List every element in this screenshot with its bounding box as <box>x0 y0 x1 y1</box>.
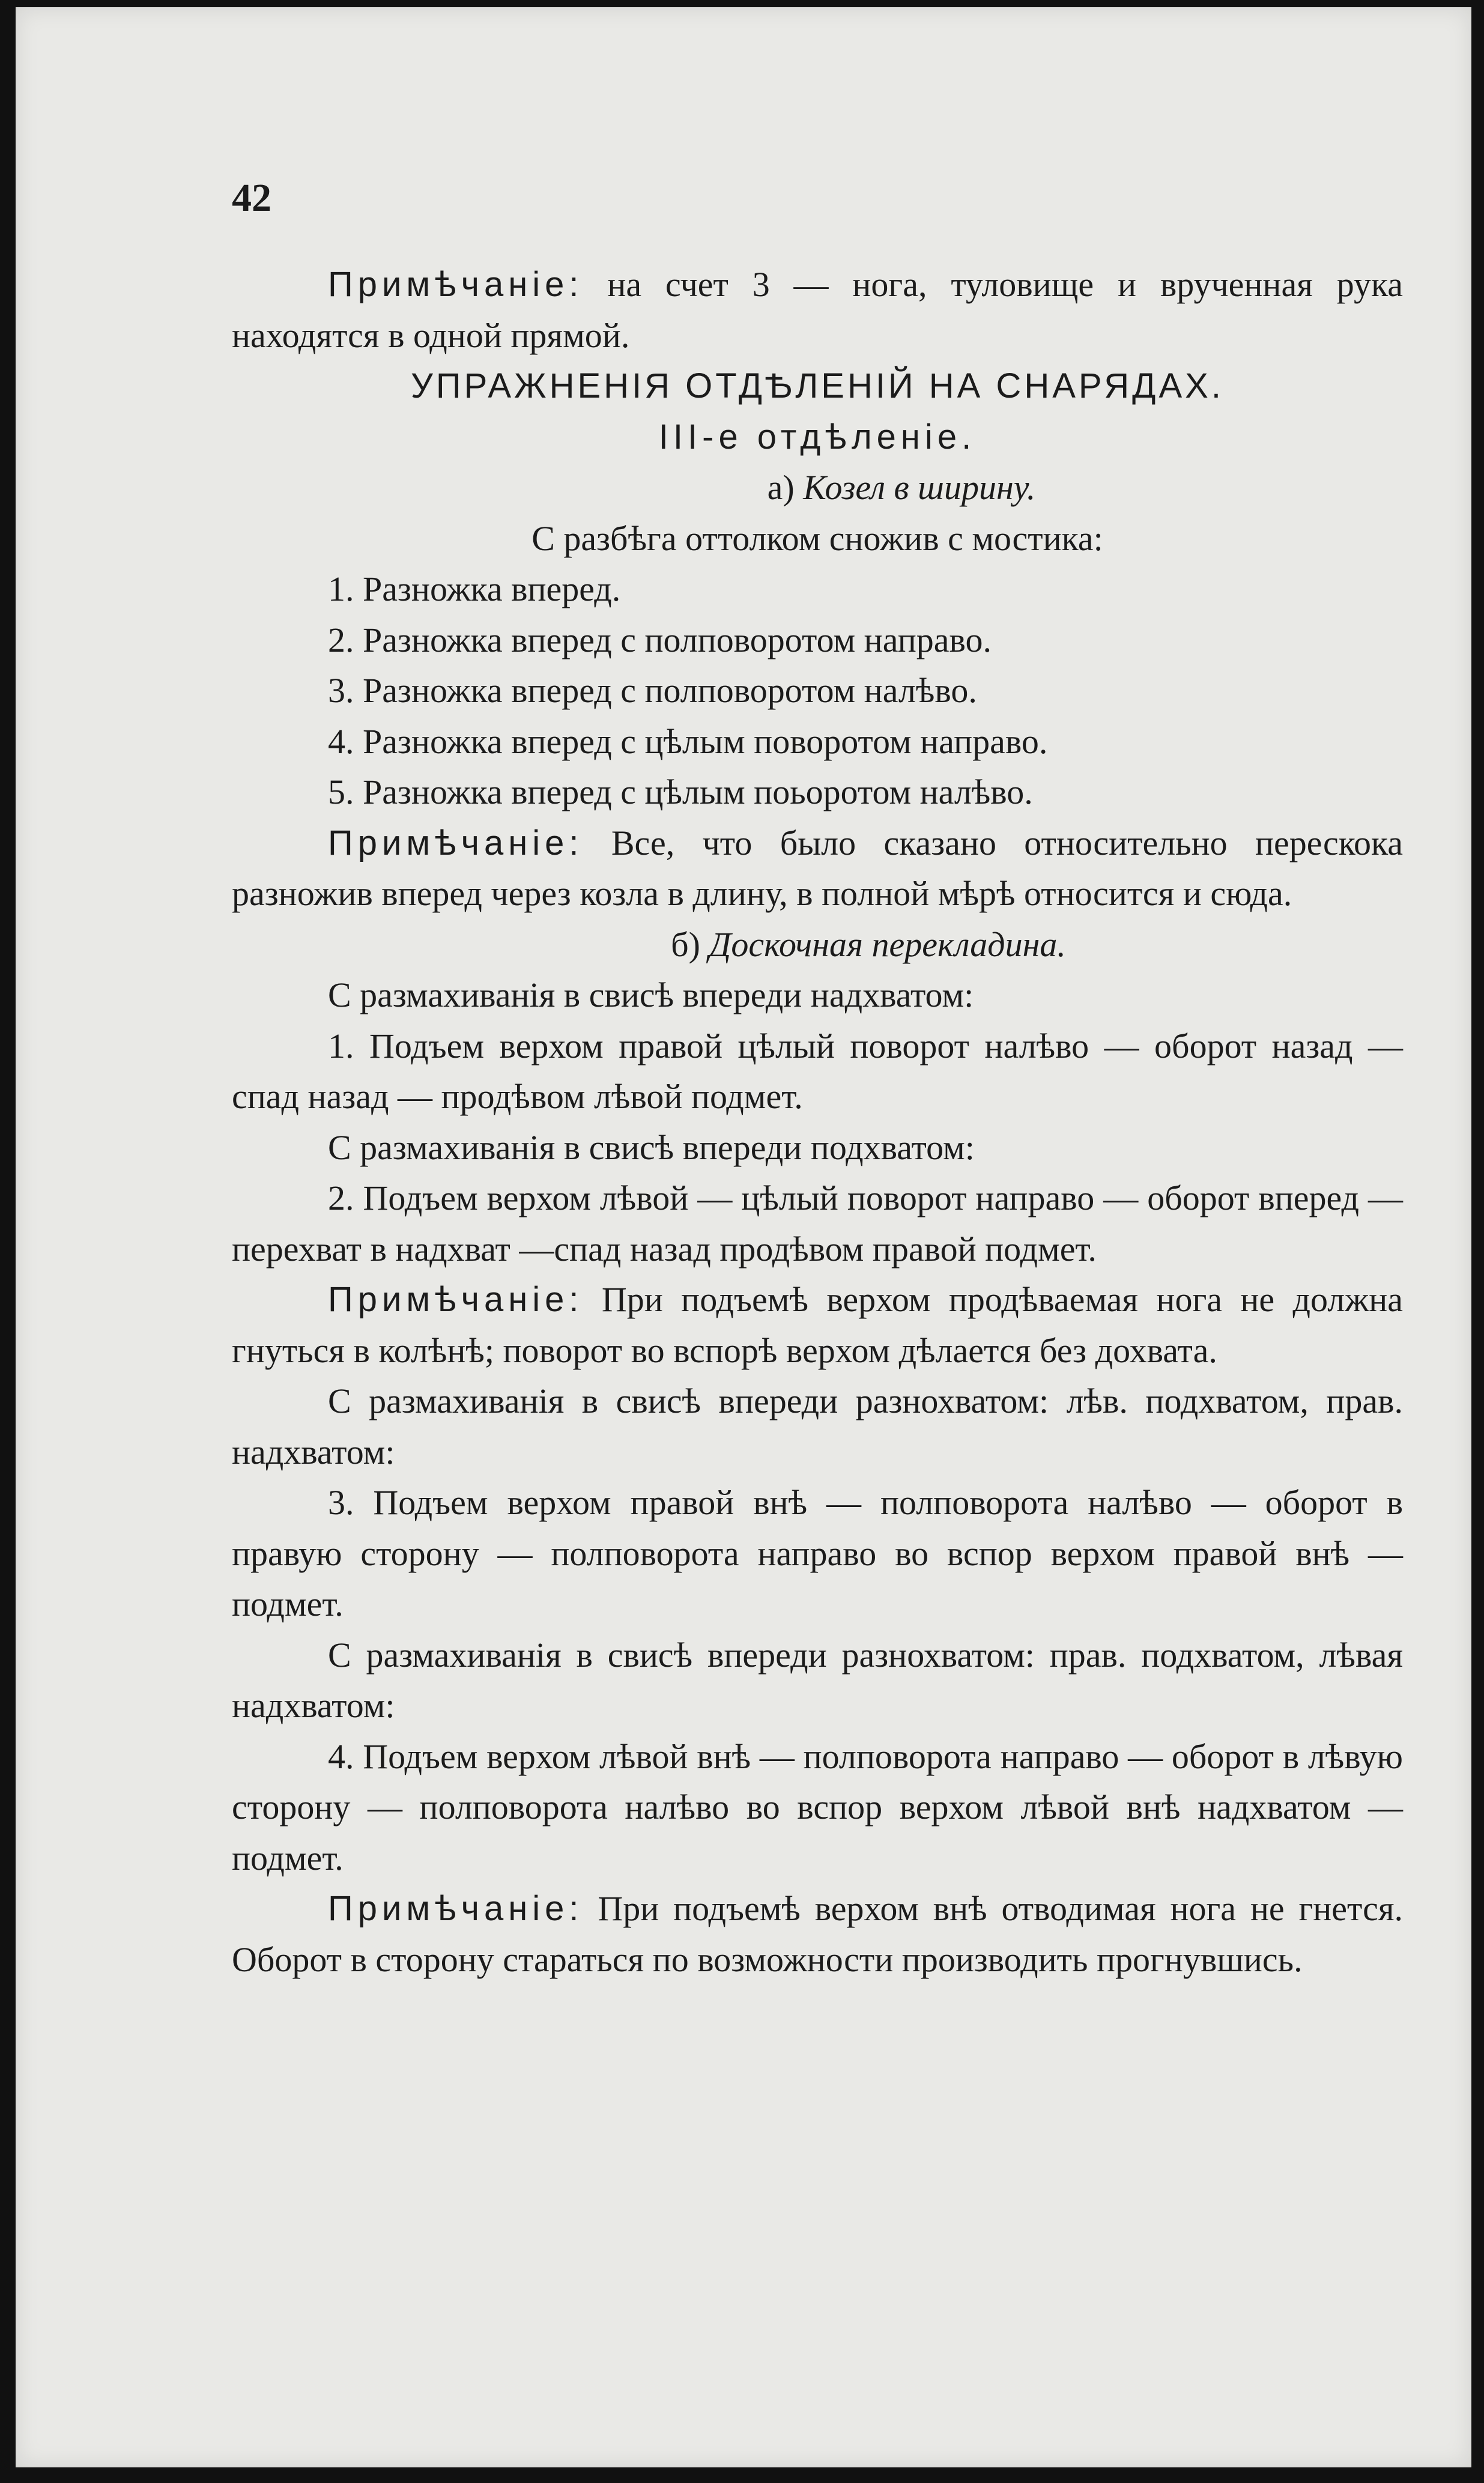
exercise-intro: С размахиванія в свисѣ впереди разнохватом: лѣв. подхватом, прав. надхватом: <box>232 1381 1403 1472</box>
note-label: Примѣчаніе: <box>328 1889 584 1928</box>
exercise-intro: С размахиванія в свисѣ впереди подхватом: <box>328 1127 975 1167</box>
list-item: 5. Разножка вперед с цѣлым поьоротом налѣво. <box>328 772 1033 811</box>
exercise-item: 3. Подъем верхом правой внѣ — полповорота налѣво — оборот в правую сторону — полповорота направо во вспор верхом правой внѣ — подмет. <box>232 1483 1403 1624</box>
subsection-a-title: Козел в ширину. <box>803 468 1036 507</box>
note-label: Примѣчаніе: <box>328 265 584 304</box>
subsection-b-marker: б) <box>671 924 700 964</box>
subsection-a-heading <box>232 462 1403 514</box>
exercise-item: 2. Подъем верхом лѣвой — цѣлый поворот направо — оборот вперед — перехват в надхват —спад назад продѣвом правой подмет. <box>232 1178 1403 1269</box>
chapter-heading: УПРАЖНЕНІЯ ОТДѢЛЕНІЙ НА СНАРЯДАХ. <box>411 366 1224 405</box>
exercise-intro: С размахиванія в свисѣ впереди разнохватом: прав. подхватом, лѣвая надхватом: <box>232 1635 1403 1725</box>
subsection-b-heading <box>232 920 1403 971</box>
note-text: При подъемѣ верхом внѣ отводимая нога не гнется. Оборот в сторону стараться по возможности производить прогнувшись. <box>232 1889 1404 1979</box>
note-paragraph <box>232 818 1403 920</box>
subsection-a-marker: а) <box>767 468 795 507</box>
body-text <box>232 259 1403 1985</box>
book-page <box>16 7 1471 2467</box>
note-paragraph <box>232 259 1403 361</box>
note-text: Все, что было сказано относительно перескока разножив вперед через козла в длину, в полной мѣрѣ относится и сюда. <box>232 823 1403 913</box>
page-number: 42 <box>232 176 271 220</box>
list-item: 2. Разножка вперед с полповоротом направо. <box>328 620 992 659</box>
subsection-b-title: Доскочная перекладина. <box>709 924 1066 964</box>
intro-paragraph: С разбѣга оттолком сножив с мостика: <box>532 518 1103 558</box>
list-item: 3. Разножка вперед с полповоротом налѣво. <box>328 671 977 710</box>
list-item: 4. Разножка вперед с цѣлым поворотом направо. <box>328 721 1048 761</box>
exercise-item: 1. Подъем верхом правой цѣлый поворот налѣво — оборот назад — спад назад — продѣвом лѣвой подмет. <box>232 1026 1403 1116</box>
note-paragraph <box>232 1275 1403 1376</box>
note-text: При подъемѣ верхом продѣваемая нога не должна гнуться в колѣнѣ; поворот во вспорѣ верхом дѣлается без дохвата. <box>232 1280 1404 1370</box>
note-label: Примѣчаніе: <box>328 823 584 863</box>
note-text: на счет 3 — нога, туловище и врученная рука находятся в одной прямой. <box>232 265 1404 355</box>
exercise-intro: С размахиванія в свисѣ впереди надхватом: <box>328 975 974 1014</box>
list-item: 1. Разножка вперед. <box>328 569 621 608</box>
note-label: Примѣчаніе: <box>328 1280 584 1319</box>
section-heading: III-е отдѣленіе. <box>658 417 977 456</box>
note-paragraph <box>232 1884 1403 1985</box>
exercise-item: 4. Подъем верхом лѣвой внѣ — полповорота направо — оборот в лѣвую сторону — полповорота налѣво во вспор верхом лѣвой внѣ надхватом — подмет. <box>232 1736 1403 1878</box>
